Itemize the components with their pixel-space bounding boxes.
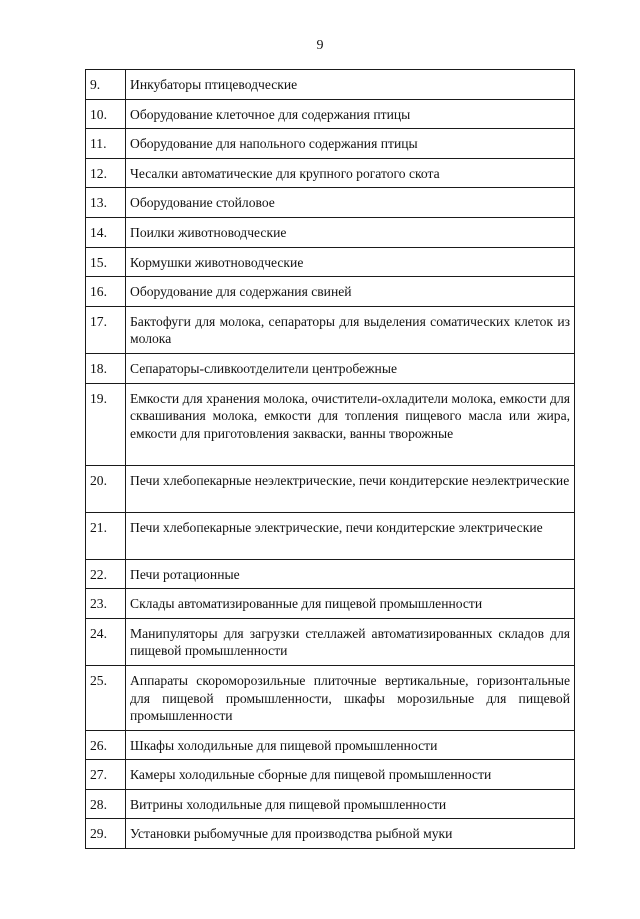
table-row (86, 247, 575, 277)
row-number: 17. (86, 306, 126, 353)
table-row (86, 512, 575, 559)
row-number: 12. (86, 158, 126, 188)
row-number: 21. (86, 512, 126, 559)
row-text: Оборудование для содержания свиней (126, 277, 575, 307)
row-text: Камеры холодильные сборные для пищевой промышленности (126, 760, 575, 790)
row-number: 9. (86, 70, 126, 100)
row-text: Витрины холодильные для пищевой промышленности (126, 789, 575, 819)
table-row (86, 306, 575, 353)
row-number: 27. (86, 760, 126, 790)
equipment-list-table (85, 69, 575, 849)
row-number: 15. (86, 247, 126, 277)
table-row (86, 618, 575, 665)
row-number: 26. (86, 730, 126, 760)
row-text: Сепараторы-сливкоотделители центробежные (126, 353, 575, 383)
row-number: 28. (86, 789, 126, 819)
table-row (86, 129, 575, 159)
row-text: Манипуляторы для загрузки стеллажей автоматизированных складов для пищевой промышленности (126, 618, 575, 665)
table-row (86, 353, 575, 383)
table-row (86, 217, 575, 247)
row-text: Чесалки автоматические для крупного рогатого скота (126, 158, 575, 188)
table-row (86, 559, 575, 589)
table-row (86, 760, 575, 790)
table-row (86, 465, 575, 512)
table-row (86, 158, 575, 188)
row-text: Шкафы холодильные для пищевой промышленности (126, 730, 575, 760)
row-text: Инкубаторы птицеводческие (126, 70, 575, 100)
table-row (86, 99, 575, 129)
row-text: Установки рыбомучные для производства рыбной муки (126, 819, 575, 849)
row-text: Оборудование для напольного содержания птицы (126, 129, 575, 159)
table-row (86, 70, 575, 100)
page-number: 9 (316, 38, 324, 53)
table-row (86, 277, 575, 307)
row-number: 20. (86, 465, 126, 512)
row-number: 24. (86, 618, 126, 665)
row-text: Оборудование стойловое (126, 188, 575, 218)
table-row (86, 789, 575, 819)
row-text: Поилки животноводческие (126, 217, 575, 247)
table-row (86, 665, 575, 730)
row-number: 22. (86, 559, 126, 589)
row-text: Печи ротационные (126, 559, 575, 589)
row-number: 29. (86, 819, 126, 849)
row-text: Оборудование клеточное для содержания птицы (126, 99, 575, 129)
row-text: Аппараты скороморозильные плиточные вертикальные, горизонтальные для пищевой промышленности, шкафы морозильные для пищевой промышленности (126, 665, 575, 730)
row-number: 11. (86, 129, 126, 159)
row-number: 19. (86, 383, 126, 465)
row-number: 25. (86, 665, 126, 730)
row-text: Бактофуги для молока, сепараторы для выделения соматических клеток из молока (126, 306, 575, 353)
row-number: 13. (86, 188, 126, 218)
row-text: Кормушки животноводческие (126, 247, 575, 277)
table-row (86, 730, 575, 760)
row-text: Склады автоматизированные для пищевой промышленности (126, 589, 575, 619)
row-text: Печи хлебопекарные неэлектрические, печи кондитерские неэлектрические (126, 465, 575, 512)
table-row (86, 383, 575, 465)
table-row (86, 188, 575, 218)
row-number: 18. (86, 353, 126, 383)
row-text: Емкости для хранения молока, очистители-охладители молока, емкости для сквашивания молока, емкости для топления пищевого масла или жира, емкости для приготовления закваски, ванны творожные (126, 383, 575, 465)
table-row (86, 819, 575, 849)
row-number: 23. (86, 589, 126, 619)
row-number: 16. (86, 277, 126, 307)
row-number: 10. (86, 99, 126, 129)
row-text: Печи хлебопекарные электрические, печи кондитерские электрические (126, 512, 575, 559)
table-row (86, 589, 575, 619)
row-number: 14. (86, 217, 126, 247)
